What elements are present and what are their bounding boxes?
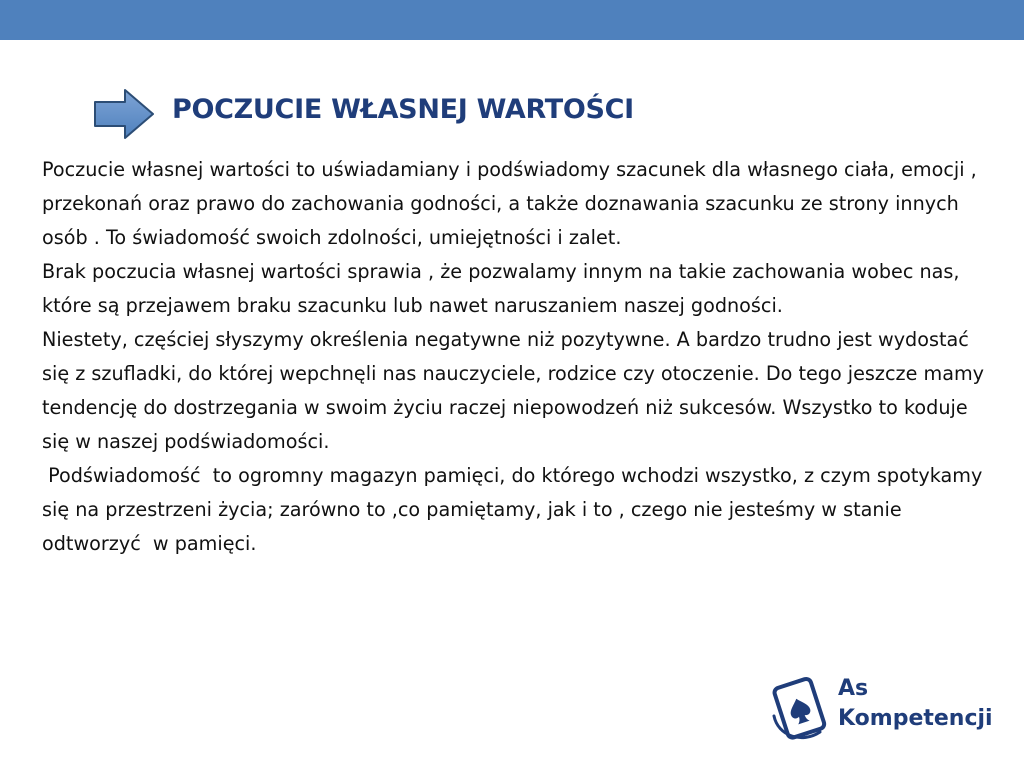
logo-line-1: As (838, 676, 869, 701)
paragraph-1: Poczucie własnej wartości to uświadamiany i podświadomy szacunek dla własnego ciała, emocji , przekonań oraz prawo do zachowania godności, a także doznawania szacunku ze strony innych osób . To świadomość swoich zdolności, umiejętności i zalet. (42, 158, 983, 249)
body-text (42, 153, 991, 561)
slide-title: POCZUCIE WŁASNEJ WARTOŚCI (172, 94, 634, 125)
logo-text (838, 674, 993, 734)
logo (768, 670, 998, 750)
spade-card-icon (768, 670, 832, 744)
logo-line-2: Kompetencji (838, 706, 993, 731)
right-arrow-icon (93, 88, 155, 140)
paragraph-3: Niestety, częściej słyszymy określenia negatywne niż pozytywne. A bardzo trudno jest wydostać się z szufladki, do której wepchnęli nas nauczyciele, rodzice czy otoczenie. Do tego jeszcze mamy tendencję do dostrzegania w swoim życiu raczej niepowodzeń niż sukcesów. Wszystko to koduje się w naszej podświadomości. (42, 328, 991, 453)
top-band (0, 0, 1024, 40)
paragraph-2: Brak poczucia własnej wartości sprawia , że pozwalamy innym na takie zachowania wobec nas, które są przejawem braku szacunku lub nawet naruszaniem naszej godności. (42, 260, 966, 317)
paragraph-4: Podświadomość to ogromny magazyn pamięci, do którego wchodzi wszystko, z czym spotykamy się na przestrzeni życia; zarówno to ,co pamiętamy, jak i to , czego nie jesteśmy w stanie odtworzyć w pamięci. (42, 464, 989, 555)
